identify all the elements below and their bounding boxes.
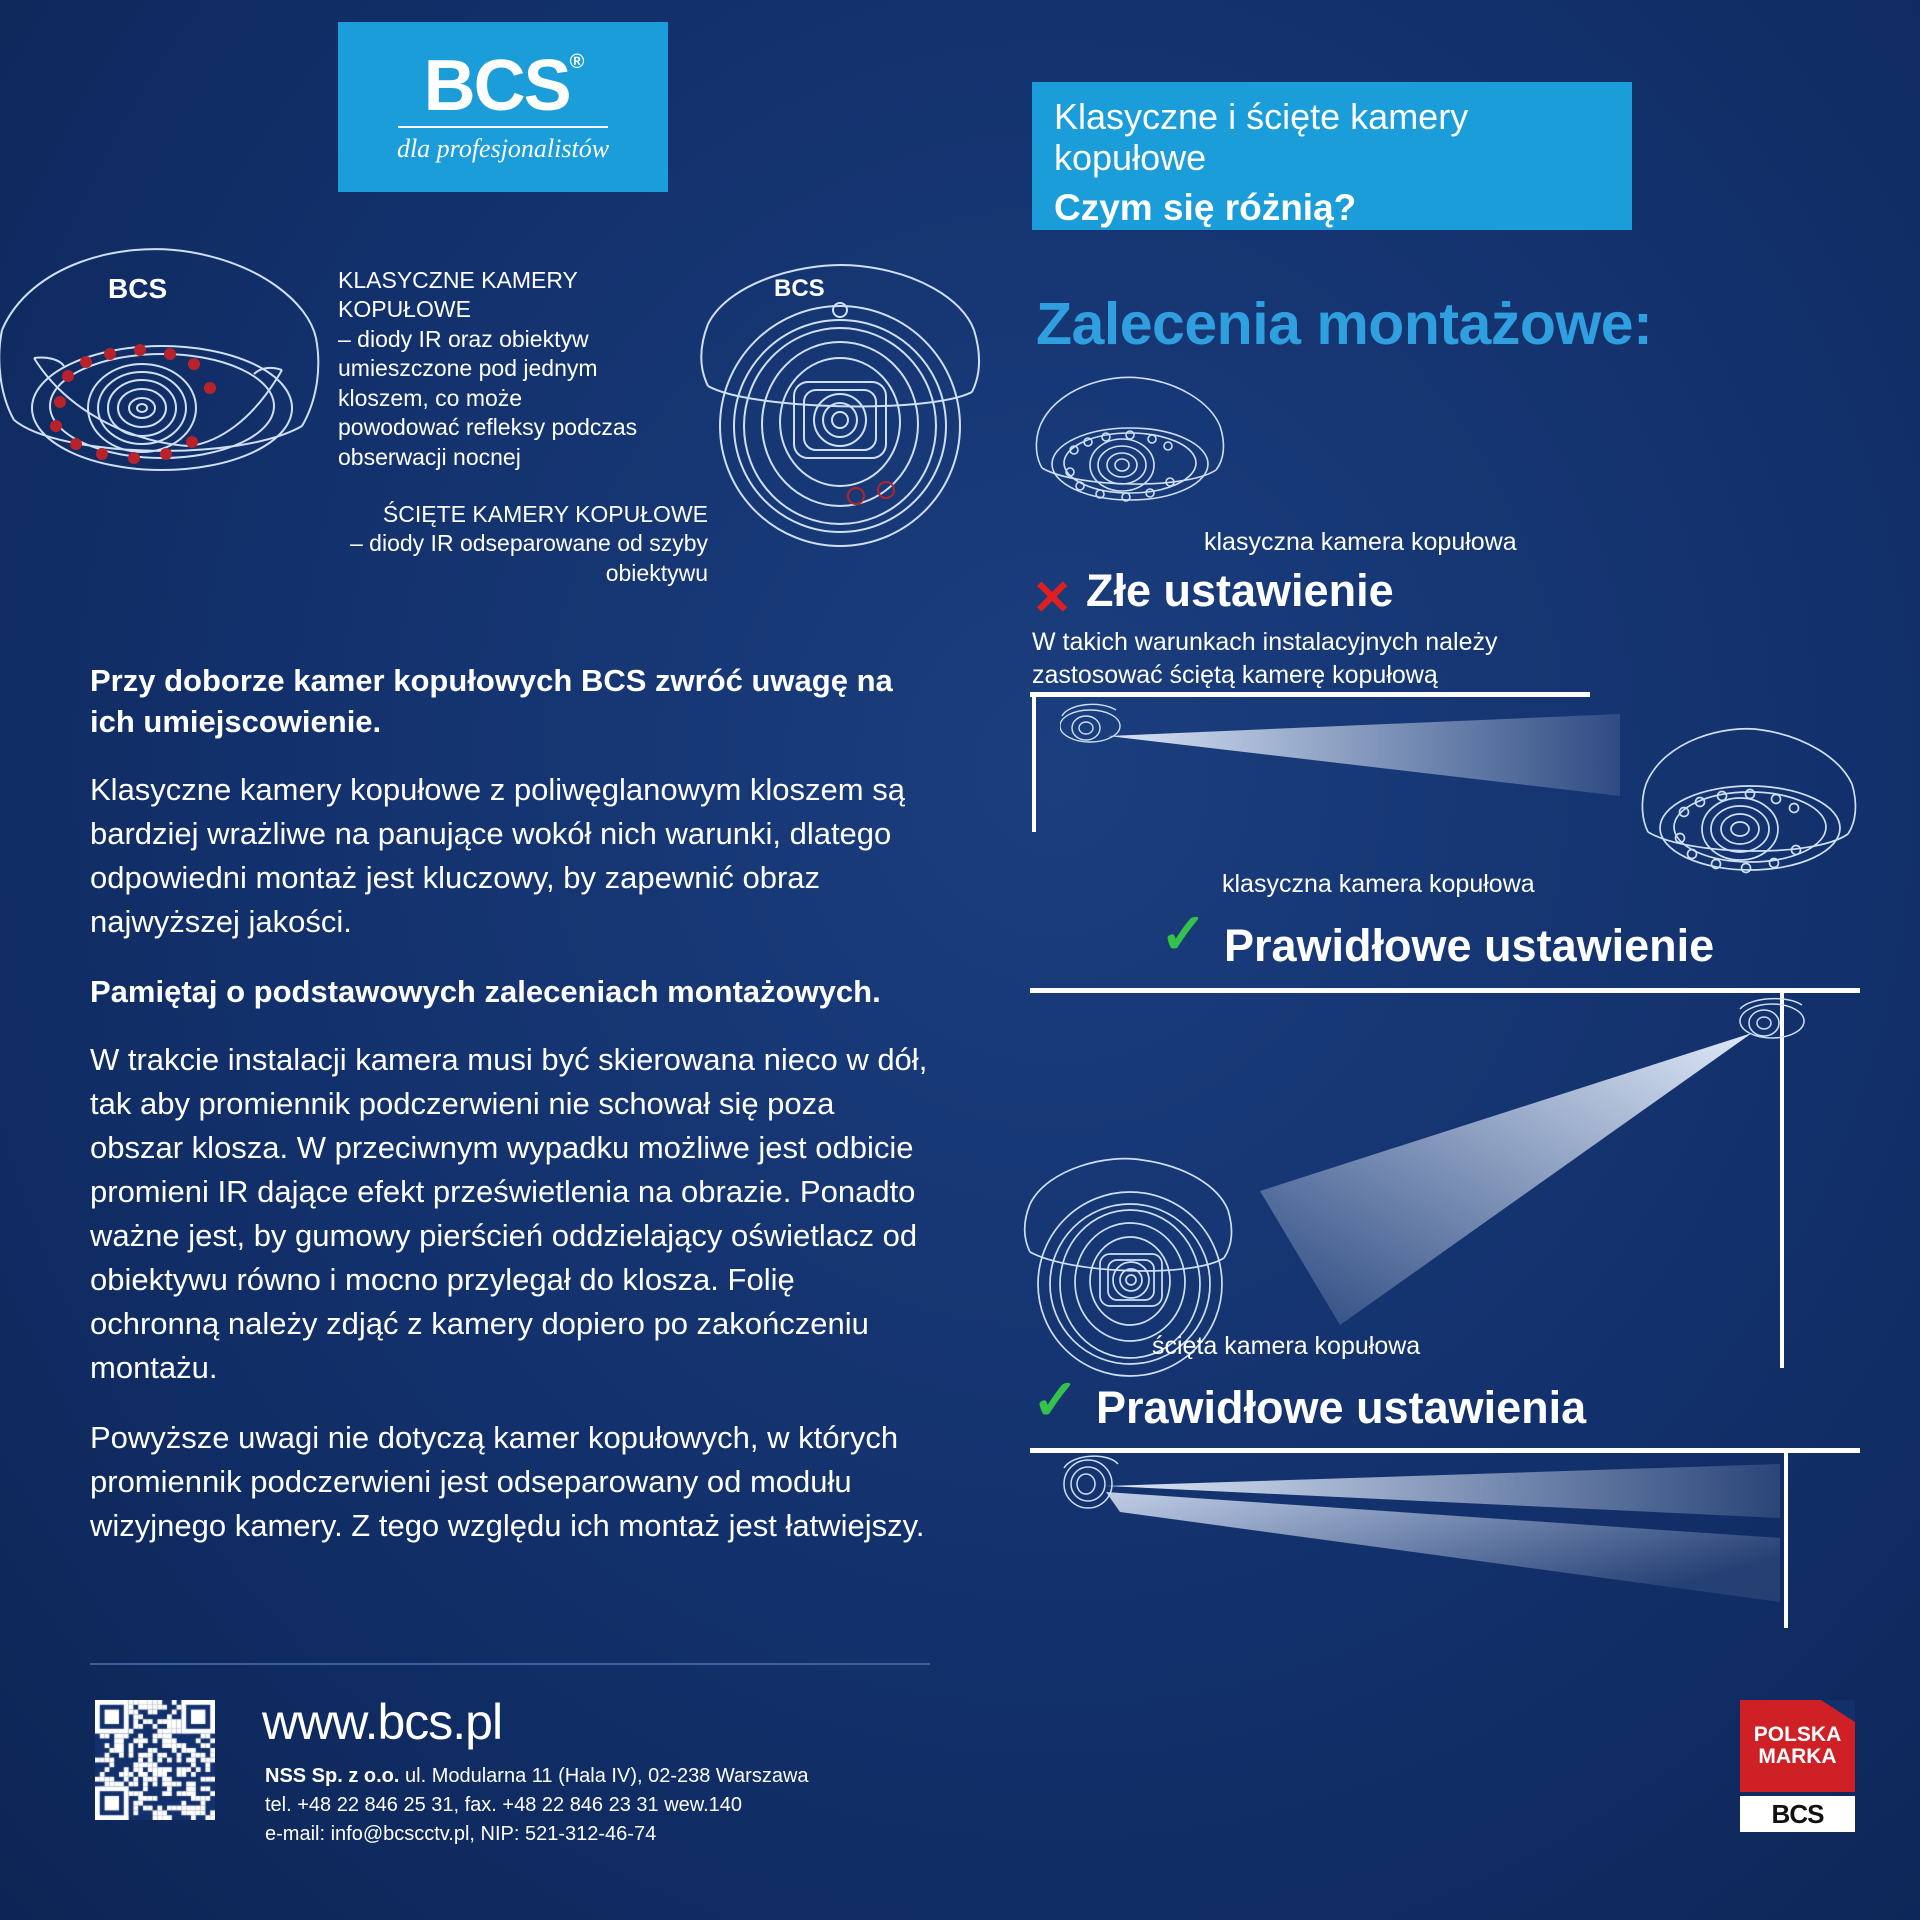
logo-wordmark-text: BCS bbox=[423, 46, 570, 126]
recommendation-1-camera-label: klasyczna kamera kopułowa bbox=[1204, 528, 1517, 556]
good-mark-icon-1: ✓ bbox=[1160, 902, 1207, 965]
company-address bbox=[265, 1762, 809, 1849]
polska-marka-logo: BCS bbox=[1771, 1798, 1824, 1829]
qr-code-canvas[interactable] bbox=[95, 1700, 215, 1820]
header-line-1 bbox=[1054, 96, 1610, 179]
body-paragraph-3: Powyższe uwagi nie dotyczą kamer kopułowych, w których promiennik podczerwieni jest odseparowany od modułu wizyjnego kamery. Z tego względu ich montaż jest łatwiejszy. bbox=[90, 1419, 925, 1543]
scene-1-wall-line bbox=[1032, 692, 1036, 832]
logo-divider bbox=[398, 126, 608, 128]
website-url[interactable]: www.bcs.pl bbox=[262, 1694, 503, 1750]
address-line-1 bbox=[265, 1762, 809, 1791]
scene-1-ceiling-line bbox=[1030, 692, 1590, 697]
polska-marka-top bbox=[1740, 1700, 1855, 1792]
recommendation-2-camera-label: klasyczna kamera kopułowa bbox=[1222, 870, 1535, 898]
polska-marka-badge bbox=[1740, 1700, 1855, 1832]
bad-mark-icon: ✕ bbox=[1032, 572, 1073, 625]
cut-camera-caption-title: ŚCIĘTE KAMERY KOPUŁOWE bbox=[382, 501, 708, 527]
company-name: NSS Sp. z o.o. bbox=[265, 1765, 400, 1787]
scene-3-ir-cones bbox=[1060, 1452, 1840, 1662]
recommendation-2-verdict: Prawidłowe ustawienie bbox=[1224, 920, 1715, 971]
cut-camera-caption bbox=[338, 500, 708, 588]
address-street: ul. Modularna 11 (Hala IV), 02-238 Warszawa bbox=[405, 1765, 809, 1787]
cut-dome-camera-illustration bbox=[690, 258, 990, 558]
camera-logo-label-2: BCS bbox=[774, 275, 825, 302]
body-lead-2: Pamiętaj o podstawowych zaleceniach montażowych. bbox=[90, 973, 881, 1009]
polska-marka-line-2: MARKA bbox=[1758, 1745, 1837, 1768]
recommendation-1-note: W takich warunkach instalacyjnych należy zastosować ściętą kamerę kopułową bbox=[1032, 628, 1498, 689]
polska-marka-notch bbox=[1821, 1700, 1855, 1722]
camera-logo-label: BCS bbox=[108, 273, 168, 304]
body-paragraph-2: W trakcie instalacji kamera musi być skierowana nieco w dół, tak aby promiennik podczerwieni nie schował się poza obszar klosza. W przeciwnym wypadku możliwe jest odbicie promieni IR dające efekt prześwietlenia na obrazie. Ponadto ważne jest, by gumowy pierścień oddzielający oświetlacz od obiektywu równo i mocno przylegał do klosza. Folię ochronną należy zdjąć z kamery dopiero po zakończeniu montażu. bbox=[90, 1041, 928, 1385]
bcs-logo bbox=[338, 22, 668, 192]
polska-marka-bottom bbox=[1740, 1796, 1855, 1832]
header-line-2: Czym się różnią? bbox=[1054, 186, 1357, 228]
scene-2-ceiling-line bbox=[1030, 988, 1860, 993]
recommendation-3-camera-label: ścięta kamera kopułowa bbox=[1152, 1332, 1421, 1360]
recommendation-1-verdict: Złe ustawienie bbox=[1086, 565, 1394, 616]
classic-camera-caption-body: – diody IR oraz obiektyw umieszczone pod jednym kloszem, co może powodować refleksy podczas obserwacji nocnej bbox=[338, 325, 638, 470]
qr-code[interactable] bbox=[95, 1700, 215, 1820]
classic-camera-caption bbox=[338, 266, 648, 472]
recommendation-1-camera-illustration bbox=[1030, 368, 1230, 528]
polska-marka-line-1: POLSKA bbox=[1753, 1722, 1842, 1746]
address-line-3: e-mail: info@bcscctv.pl, NIP: 521-312-46-74 bbox=[265, 1823, 657, 1845]
address-line-2: tel. +48 22 846 25 31, fax. +48 22 846 23 31 wew.140 bbox=[265, 1794, 743, 1816]
scene-1-ir-cone bbox=[1060, 700, 1660, 830]
section-title: Zalecenia montażowe: bbox=[1036, 291, 1653, 357]
logo-registered-icon: ® bbox=[569, 51, 583, 73]
cut-camera-caption-body: – diody IR odseparowane od szyby obiektywu bbox=[350, 530, 708, 586]
recommendation-3-verdict: Prawidłowe ustawienia bbox=[1096, 1382, 1587, 1433]
logo-tagline: dla profesjonalistów bbox=[396, 134, 610, 163]
classic-camera-caption-title: KLASYCZNE KAMERY KOPUŁOWE bbox=[338, 267, 578, 323]
classic-dome-camera-illustration bbox=[0, 230, 330, 530]
body-paragraph-1: Klasyczne kamery kopułowe z poliwęglanowym kloszem są bardziej wrażliwe na panujące wokół nich warunki, dlatego odpowiedni montaż jest kluczowy, by zapewnić obraz najwyższej jakości. bbox=[90, 772, 905, 940]
header-word-rest: kamery kopułowe bbox=[1054, 96, 1469, 179]
header-word-and: i bbox=[1228, 96, 1237, 137]
header-word-classic: Klasyczne bbox=[1054, 96, 1219, 137]
scene-1-target-camera-illustration bbox=[1636, 718, 1866, 908]
body-text-column bbox=[90, 660, 930, 1574]
logo-wordmark bbox=[423, 46, 583, 126]
scene-2-ir-cone bbox=[1160, 995, 1820, 1375]
header-banner bbox=[1032, 82, 1632, 230]
header-word-cut: ścięte bbox=[1246, 96, 1341, 137]
footer-divider bbox=[90, 1663, 930, 1665]
body-lead-1: Przy doborze kamer kopułowych BCS zwróć uwagę na ich umiejscowienie. bbox=[90, 663, 893, 740]
good-mark-icon-2: ✓ bbox=[1032, 1368, 1079, 1431]
